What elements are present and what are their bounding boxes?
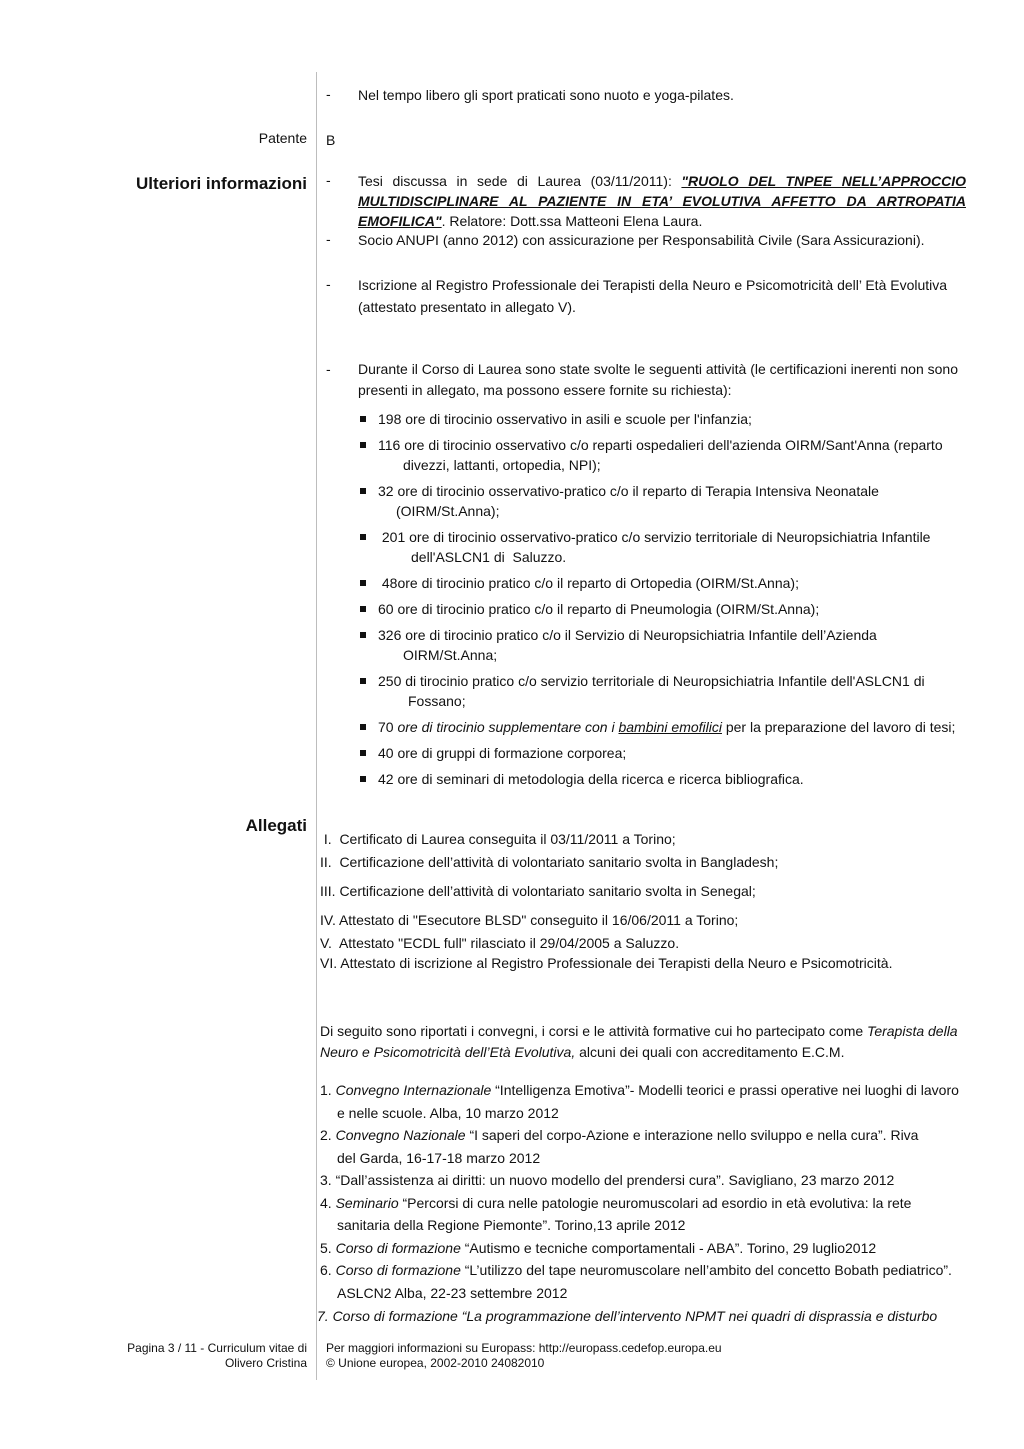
activity-item: 60 ore di tirocinio pratico c/o il reparto di Pneumologia (OIRM/St.Anna); [378, 601, 820, 617]
square-bullet [360, 416, 366, 422]
square-bullet [360, 488, 366, 494]
square-bullet [360, 442, 366, 448]
activity-item: 116 ore di tirocinio osservativo c/o reparti ospedalieri dell'azienda OIRM/Sant'Anna (reparto divezzi, lattanti, ortopedia, NPI); [378, 437, 943, 473]
sport-text: Nel tempo libero gli sport praticati sono nuoto e yoga-pilates. [358, 87, 734, 103]
allegato-item: III. Certificazione dell’attività di volontariato sanitario svolta in Senegal; [320, 883, 756, 899]
square-bullet [360, 750, 366, 756]
tesi-text: Tesi discussa in sede di Laurea (03/11/2011): "RUOLO DEL TNPEE NELL’APPROCCIO MULTIDISCIPLINARE AL PAZIENTE IN ETA’ EVOLUTIVA AFFETTO DA ARTROPATIA EMOFILICA". Relatore: Dott.ssa Matteoni Elena Laura. [358, 173, 966, 229]
activity-item: 70 ore di tirocinio supplementare con i bambini emofilici per la preparazione del lavoro di tesi; [378, 719, 956, 735]
allegati-label: Allegati [245, 816, 307, 835]
activity-item: 250 di tirocinio pratico c/o servizio territoriale di Neuropsichiatria Infantile dell'ASLCN1 di Fossano; [378, 673, 925, 709]
dash-bullet: - [326, 231, 331, 247]
square-bullet [360, 724, 366, 730]
allegato-item: IV. Attestato di "Esecutore BLSD" conseguito il 16/06/2011 a Torino; [320, 912, 739, 928]
convegno-item: 3. “Dall’assistenza ai diritti: un nuovo modello del prendersi cura”. Savigliano, 23 marzo 2012 [320, 1172, 895, 1188]
square-bullet [360, 534, 366, 540]
tesi-title: "RUOLO DEL TNPEE NELL’APPROCCIO MULTIDISCIPLINARE AL PAZIENTE IN ETA’ EVOLUTIVA AFFETTO DA ARTROPATIA EMOFILICA" [358, 173, 966, 229]
square-bullet [360, 632, 366, 638]
convegno-item: 4. Seminario “Percorsi di cura nelle patologie neuromuscolari ad esordio in età evolutiva: la rete sanitaria della Regione Piemonte”. Torino,13 aprile 2012 [320, 1194, 912, 1233]
activity-item: 48ore di tirocinio pratico c/o il reparto di Ortopedia (OIRM/St.Anna); [378, 575, 799, 591]
allegato-item: II. Certificazione dell’attività di volontariato sanitario svolta in Bangladesh; [320, 854, 779, 870]
footer-europass: Per maggiori informazioni su Europass: http://europass.cedefop.europa.eu © Unione europea, 2002-2010 24082010 [326, 1341, 722, 1370]
socio-text: Socio ANUPI (anno 2012) con assicurazione per Responsabilità Civile (Sara Assicurazioni). [358, 232, 925, 248]
activity-item: 198 ore di tirocinio osservativo in asili e scuole per l'infanzia; [378, 411, 752, 427]
convegni-intro: Di seguito sono riportati i convegni, i corsi e le attività formative cui ho partecipato come Terapista della Neuro e Psicomotricità dell’Età Evolutiva, alcuni dei quali con accreditamento E.C.M. [320, 1023, 958, 1060]
convegno-item: 6. Corso di formazione “L’utilizzo del tape neuromuscolare nell’ambito del concetto Bobath pediatrico”. ASLCN2 Alba, 22-23 settembre 2012 [320, 1262, 952, 1301]
footer-page-info: Pagina 3 / 11 - Curriculum vitae di Olivero Cristina [127, 1341, 307, 1370]
activity-item: 32 ore di tirocinio osservativo-pratico c/o il reparto di Terapia Intensiva Neonatale (OIRM/St.Anna); [378, 483, 879, 519]
footer-divider [316, 1340, 317, 1374]
convegno-item: 2. Convegno Nazionale “I saperi del corpo-Azione e interazione nello sviluppo e nella cura”. Riva del Garda, 16-17-18 marzo 2012 [320, 1127, 919, 1166]
activity-item: 326 ore di tirocinio pratico c/o il Servizio di Neuropsichiatria Infantile dell’Azienda OIRM/St.Anna; [378, 627, 877, 663]
square-bullet [360, 606, 366, 612]
allegato-item: I. Certificato di Laurea conseguita il 03/11/2011 a Torino; [320, 831, 676, 847]
convegni-list [320, 1079, 970, 1304]
patente-value: B [326, 132, 336, 148]
activity-item: 201 ore di tirocinio osservativo-pratico c/o servizio territoriale di Neuropsichiatria Infantile dell'ASLCN1 di Saluzzo. [378, 529, 931, 565]
dash-bullet: - [326, 361, 331, 377]
square-bullet [360, 776, 366, 782]
convegno-item: 5. Corso di formazione “Autismo e tecniche comportamentali - ABA”. Torino, 29 luglio2012 [320, 1239, 877, 1256]
activity-item: 40 ore di gruppi di formazione corporea; [378, 745, 627, 761]
allegato-item: V. Attestato "ECDL full" rilasciato il 29/04/2005 a Saluzzo. [320, 935, 680, 951]
square-bullet [360, 580, 366, 586]
iscrizione-text: Iscrizione al Registro Professionale dei Terapisti della Neuro e Psicomotricità dell’ Età Evolutiva (attestato presentato in allegato V). [358, 277, 948, 315]
dash-bullet: - [326, 86, 331, 102]
activity-item: 42 ore di seminari di metodologia della ricerca e ricerca bibliografica. [378, 771, 804, 787]
convegno-item-7: 7. Corso di formazione “La programmazione dell’intervento NPMT nei quadri di disprassia e disturbo [317, 1308, 938, 1324]
dash-bullet: - [326, 172, 331, 188]
convegno-item: 1. Convegno Internazionale “Intelligenza Emotiva”- Modelli teorici e prassi operative nei luoghi di lavoro e nelle scuole. Alba, 10 marzo 2012 [320, 1082, 959, 1121]
column-divider [316, 72, 317, 1380]
allegato-item: VI. Attestato di iscrizione al Registro Professionale dei Terapisti della Neuro e Psicomotricità. [320, 955, 893, 971]
ulteriori-label: Ulteriori informazioni [136, 174, 307, 193]
durante-text: Durante il Corso di Laurea sono state svolte le seguenti attività (le certificazioni inerenti non sono presenti in allegato, ma possono essere fornite su richiesta): [358, 361, 958, 398]
square-bullet [360, 678, 366, 684]
dash-bullet: - [326, 276, 331, 292]
patente-label: Patente [258, 130, 307, 146]
